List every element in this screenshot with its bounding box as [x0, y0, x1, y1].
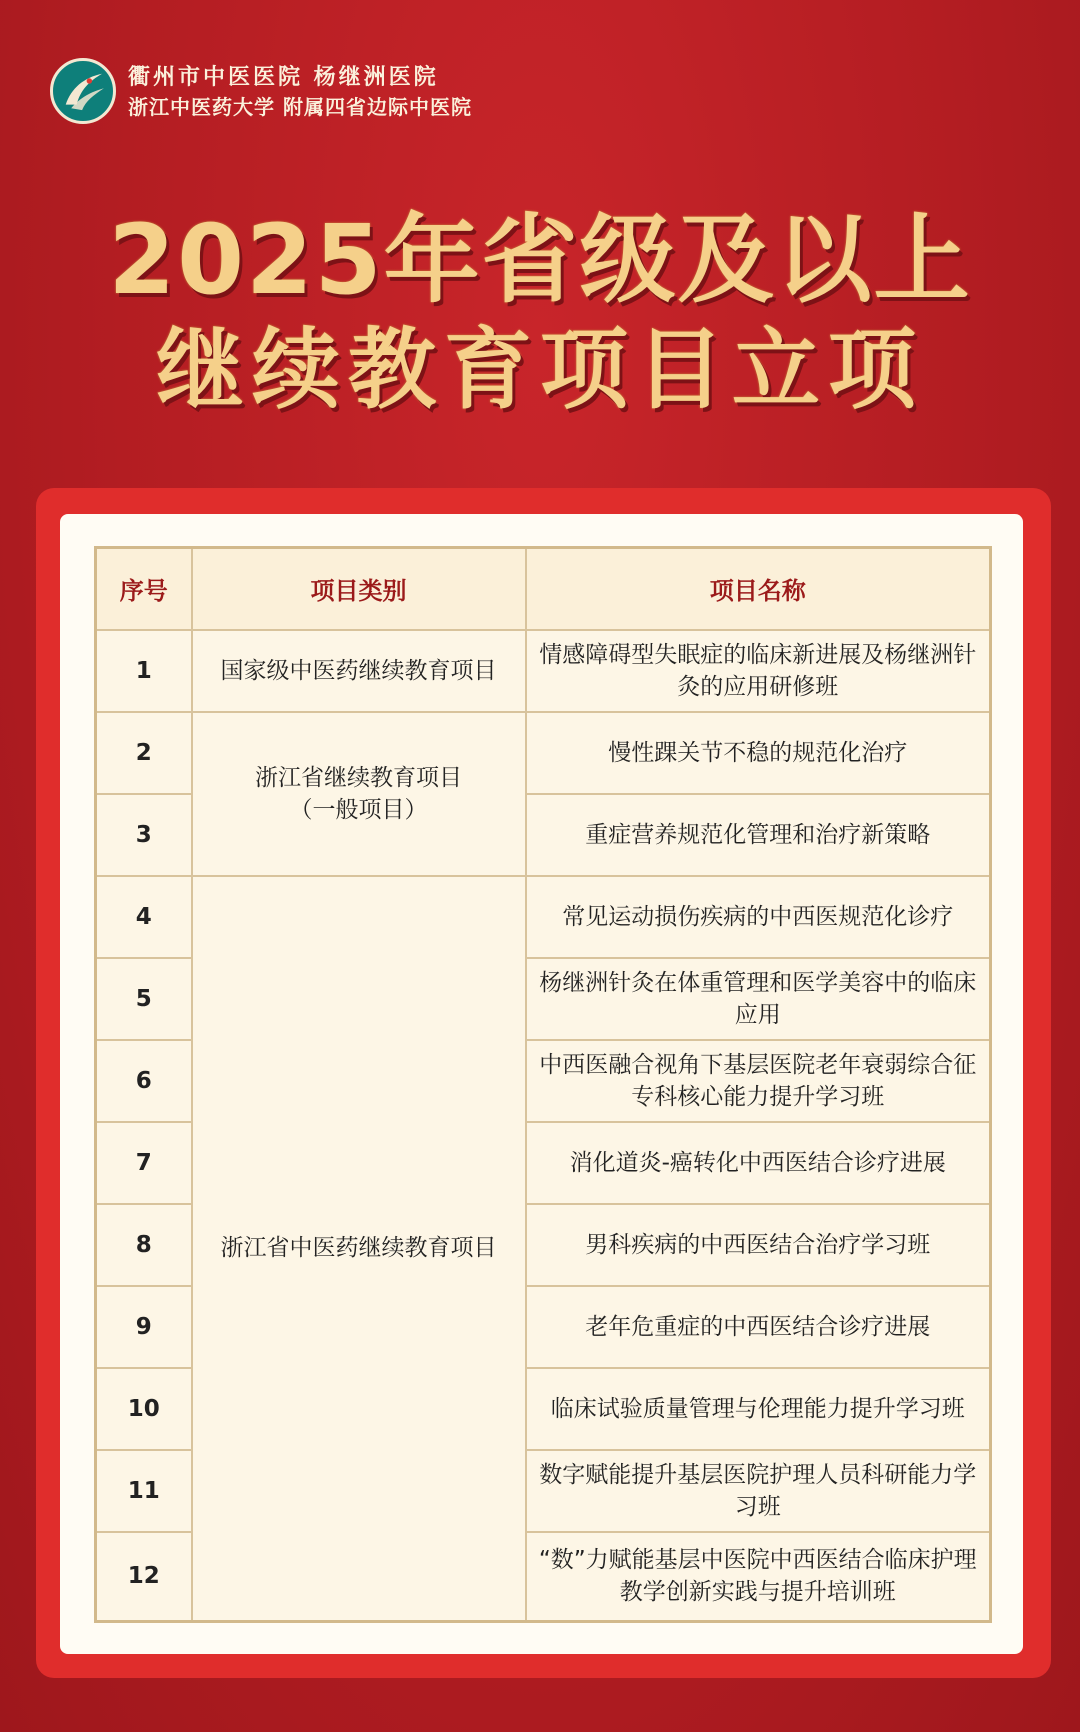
row-number: 3	[96, 794, 192, 876]
row-number: 5	[96, 958, 192, 1040]
hospital-crane-logo-icon	[50, 58, 116, 124]
project-name: 中西医融合视角下基层医院老年衰弱综合征专科核心能力提升学习班	[526, 1040, 991, 1122]
hospital-name	[128, 62, 472, 122]
project-name: 老年危重症的中西医结合诊疗进展	[526, 1286, 991, 1368]
table-header-row	[96, 548, 991, 630]
category-national: 国家级中医药继续教育项目	[192, 630, 526, 712]
project-name: 消化道炎-癌转化中西医结合诊疗进展	[526, 1122, 991, 1204]
hospital-name-line1: 衢州市中医医院 杨继洲医院	[128, 64, 439, 90]
row-number: 4	[96, 876, 192, 958]
row-number: 12	[96, 1532, 192, 1622]
row-number: 11	[96, 1450, 192, 1532]
project-name: 临床试验质量管理与伦理能力提升学习班	[526, 1368, 991, 1450]
category-provincial-general: 浙江省继续教育项目 （一般项目）	[192, 712, 526, 876]
projects-table	[94, 546, 992, 1623]
row-number: 7	[96, 1122, 192, 1204]
header-number: 序号	[96, 548, 192, 630]
page-title-line2: 继续教育项目立项	[155, 318, 924, 421]
row-number: 2	[96, 712, 192, 794]
table-row	[96, 876, 991, 958]
table-row	[96, 630, 991, 712]
row-number: 8	[96, 1204, 192, 1286]
header-project-name: 项目名称	[526, 548, 991, 630]
project-name: 情感障碍型失眠症的临床新进展及杨继洲针灸的应用研修班	[526, 630, 991, 712]
project-name: 男科疾病的中西医结合治疗学习班	[526, 1204, 991, 1286]
row-number: 6	[96, 1040, 192, 1122]
category-provincial-tcm: 浙江省中医药继续教育项目	[192, 876, 526, 1622]
page-title-line1: 2025年省级及以上	[108, 204, 972, 316]
hospital-name-line2: 浙江中医药大学 附属四省边际中医院	[128, 95, 472, 119]
header-category: 项目类别	[192, 548, 526, 630]
row-number: 9	[96, 1286, 192, 1368]
project-name: 杨继洲针灸在体重管理和医学美容中的临床应用	[526, 958, 991, 1040]
project-name: 慢性踝关节不稳的规范化治疗	[526, 712, 991, 794]
table-row	[96, 712, 991, 794]
row-number: 10	[96, 1368, 192, 1450]
project-name: 数字赋能提升基层医院护理人员科研能力学习班	[526, 1450, 991, 1532]
project-name: 重症营养规范化管理和治疗新策略	[526, 794, 991, 876]
project-name: 常见运动损伤疾病的中西医规范化诊疗	[526, 876, 991, 958]
row-number: 1	[96, 630, 192, 712]
project-name: “数”力赋能基层中医院中西医结合临床护理教学创新实践与提升培训班	[526, 1532, 991, 1622]
